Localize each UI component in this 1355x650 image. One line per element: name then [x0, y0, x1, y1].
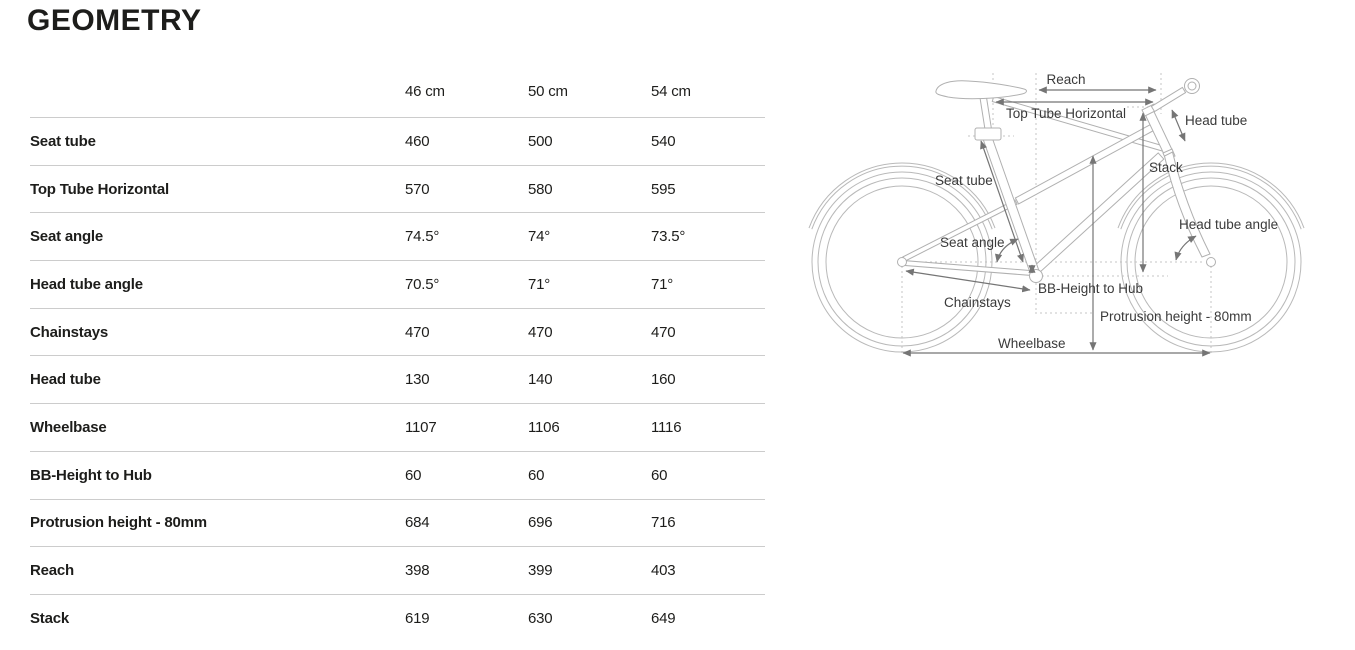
geometry-table [30, 80, 765, 642]
size-header: 50 cm [528, 83, 568, 100]
row-value: 140 [528, 371, 553, 389]
header-spacer [30, 80, 405, 83]
reach-label: Reach [1046, 72, 1086, 87]
table-row [30, 355, 765, 403]
seat-stay [903, 200, 1017, 261]
seat-tube-shape [982, 133, 1041, 278]
row-value: 130 [405, 371, 430, 389]
table-row [30, 308, 765, 356]
row-label: Head tube angle [30, 275, 143, 293]
down-tube [1032, 153, 1164, 274]
row-value: 60 [528, 466, 545, 484]
table-row [30, 451, 765, 499]
bike-diagram-svg [800, 55, 1355, 375]
geometry-table-body [30, 117, 765, 642]
table-row [30, 403, 765, 451]
row-value: 649 [651, 609, 676, 627]
row-value: 74.5° [405, 228, 440, 246]
row-value: 74° [528, 228, 551, 246]
row-value: 1116 [651, 418, 682, 436]
stack-label: Stack [1149, 160, 1183, 175]
row-value: 619 [405, 609, 430, 627]
stem [1151, 87, 1185, 111]
row-value: 73.5° [651, 228, 686, 246]
table-header-row [30, 80, 765, 117]
row-value: 716 [651, 514, 676, 532]
row-value: 1107 [405, 418, 437, 436]
top-tube-horizontal-label: Top Tube Horizontal [1005, 106, 1127, 121]
row-value: 398 [405, 562, 430, 580]
size-header: 46 cm [405, 83, 445, 100]
row-label: Stack [30, 609, 70, 627]
table-row [30, 546, 765, 594]
row-value: 684 [405, 514, 430, 532]
row-value: 470 [651, 323, 676, 341]
head-tube-label: Head tube [1185, 113, 1248, 128]
row-value: 470 [405, 323, 430, 341]
row-label: Protrusion height - 80mm [30, 514, 207, 532]
row-value: 570 [405, 180, 430, 198]
wheelbase-label: Wheelbase [998, 336, 1066, 351]
seat-clamp [975, 128, 1001, 140]
row-value: 60 [651, 466, 668, 484]
size-header: 54 cm [651, 83, 691, 100]
table-row [30, 165, 765, 213]
upper-slim-tube [992, 97, 1168, 153]
head-tube-angle-label: Head tube angle [1179, 217, 1279, 232]
row-label: Seat angle [30, 228, 104, 246]
row-value: 500 [528, 132, 553, 150]
row-value: 460 [405, 132, 430, 150]
table-row [30, 499, 765, 547]
seat-tube-label: Seat tube [935, 173, 993, 188]
seat-angle-label: Seat angle [940, 235, 1005, 250]
front-hub [1207, 258, 1216, 267]
table-row [30, 594, 765, 642]
row-value: 1106 [528, 418, 560, 436]
table-row [30, 212, 765, 260]
row-value: 71° [651, 275, 674, 293]
row-label: Top Tube Horizontal [30, 180, 169, 198]
head-tube-arrow [1172, 110, 1185, 141]
row-value: 540 [651, 132, 676, 150]
row-label: Reach [30, 562, 75, 580]
row-label: BB-Height to Hub [30, 466, 152, 484]
row-value: 696 [528, 514, 553, 532]
row-value: 60 [405, 466, 422, 484]
protrusion-label: Protrusion height - 80mm [1100, 309, 1252, 324]
page-title: GEOMETRY [27, 4, 202, 37]
row-label: Wheelbase [30, 418, 107, 436]
row-value: 580 [528, 180, 553, 198]
row-label: Chainstays [30, 323, 109, 341]
table-row [30, 260, 765, 308]
rear-hub [898, 258, 907, 267]
bike-geometry-diagram [800, 55, 1355, 375]
bb-height-label: BB-Height to Hub [1038, 281, 1144, 296]
row-label: Seat tube [30, 132, 96, 150]
row-value: 71° [528, 275, 551, 293]
row-value: 70.5° [405, 275, 440, 293]
row-value: 403 [651, 562, 676, 580]
row-value: 470 [528, 323, 553, 341]
row-value: 160 [651, 371, 676, 389]
saddle [936, 81, 1027, 99]
row-value: 630 [528, 609, 553, 627]
row-value: 399 [528, 562, 553, 580]
row-value: 595 [651, 180, 676, 198]
row-label: Head tube [30, 371, 101, 389]
table-row [30, 117, 765, 165]
chainstays-label: Chainstays [944, 295, 1011, 310]
